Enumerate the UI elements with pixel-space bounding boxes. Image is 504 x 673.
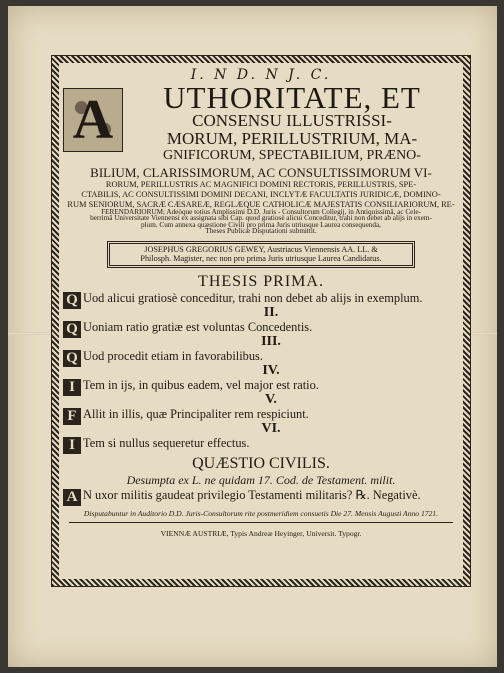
thesis-2-number: II. (263, 304, 279, 320)
candidate-box (107, 241, 415, 268)
quaestio-text: N uxor militis gaudeat privilegio Testamenti militaris? ℞. Negativè. (83, 487, 421, 502)
decorated-initial-icon: A (63, 88, 123, 152)
drop-cap-q-icon: Q (63, 292, 81, 309)
divider (69, 522, 453, 523)
drop-cap-f-icon: F (63, 408, 81, 425)
title-line-2: CONSENSU ILLUSTRISSI- (192, 111, 392, 130)
candidate-title: Philosph. Magister, nec non pro prima Juris utriusque Laurea Candidatus. (140, 254, 382, 264)
thesis-6-number: VI. (261, 420, 281, 436)
ornamental-border (52, 56, 470, 586)
drop-cap-q-icon: Q (63, 350, 81, 367)
quaestio-source: Desumpta ex L. ne quidam 17. Cod. de Testament. milit. (126, 472, 396, 487)
title-line-8: RUM SENIORUM, SACRÆ CÆSAREÆ, REGLÆQUE CATHOLICÆ MAJESTATIS CONSILIARIORUM, RE- (67, 200, 455, 209)
title-line-3: MORUM, PERILLUSTRIUM, MA- (166, 129, 418, 148)
thesis-2-text: Uoniam ratio gratiæ est voluntas Concedentis. (83, 319, 313, 334)
invocation: I. N D. N J. C. (190, 67, 332, 83)
quaestio-title: QUÆSTIO CIVILIS. (192, 454, 330, 472)
drop-cap-q-icon: Q (63, 321, 81, 338)
thesis-3 (63, 349, 459, 364)
document-body (63, 65, 459, 577)
preamble-line-11: plum. Cum annexa quæstione Civili pro prima Juris utriusque Laurea consequenda, (141, 220, 381, 229)
title-line-1: UTHORITATE, ET (163, 80, 421, 115)
title-line-5: BILIUM, CLARISSIMORUM, AC CONSULTISSIMORUM VI- (90, 165, 432, 180)
drop-cap-a-icon: A (63, 489, 81, 506)
thesis-title: THESIS PRIMA. (198, 272, 324, 290)
title-line-7: CTABILIS, AC CONSULTISSIMI DOMINI DECANI, INCLYTÆ FACULTATIS JURIDICÆ, DOMINO- (81, 190, 441, 199)
broadside-sheet (8, 6, 497, 667)
drop-cap-i-icon: I (63, 437, 81, 454)
thesis-4 (63, 378, 459, 393)
title-line-4: GNIFICORUM, SPECTABILIUM, PRÆNO- (163, 148, 421, 163)
thesis-5-number: V. (265, 391, 277, 407)
thesis-2 (63, 320, 459, 335)
thesis-1 (63, 291, 459, 306)
title-block (63, 80, 459, 210)
thesis-4-text: Tem in ijs, in quibus eadem, vel major est ratio. (83, 377, 319, 392)
preamble-line-10: berrimâ Universitate Viennensi ex assignata sibi Cap. quod gratiosè alicui Conceditur, trahi non debet ab alijs in exem- (90, 214, 432, 223)
thesis-1-text: Uod alicui gratiosè conceditur, trahi non debet ab alijs in exemplum. (83, 290, 423, 305)
drop-cap-i-icon: I (63, 379, 81, 396)
thesis-6-text: Tem si nullus sequeretur effectus. (83, 435, 250, 450)
thesis-5-text: Allit in illis, quæ Principaliter rem respiciunt. (83, 406, 309, 421)
thesis-3-text: Uod procedit etiam in favorabilibus. (83, 348, 263, 363)
candidate-name: JOSEPHUS GREGORIUS GEWEY, Austriacus Viennensis AA. LL. & (144, 244, 378, 254)
title-line-6 (63, 180, 459, 210)
thesis-5 (63, 407, 459, 422)
preamble-line-12: Theses Publicæ Disputationi submittit. (205, 227, 317, 236)
thesis-3-number: III. (261, 333, 281, 349)
quaestio-text-block (63, 488, 459, 503)
preamble-line-9: FERENDARIORUM; Adeòque totius Amplissimi D.D. Juris - Consultorum Collegij, in Antiquissimâ, ac Cele- (101, 208, 421, 216)
title-line-6a: RORUM, PERILLUSTRIS AC MAGNIFICI DOMINI RECTORIS, PERILLUSTRIS, SPE- (105, 180, 417, 189)
disputation-notice: Disputabuntur in Auditorio D.D. Juris-Consultorum rite postmeridiem consuetis Die 27. Mensis Augusti Anno 1721. (83, 508, 439, 518)
thesis-6 (63, 436, 459, 451)
printer-imprint: VIENNÆ AUSTRIÆ, Typis Andreæ Heyinger, Universit. Typogr. (160, 528, 362, 538)
thesis-4-number: IV. (262, 362, 280, 378)
